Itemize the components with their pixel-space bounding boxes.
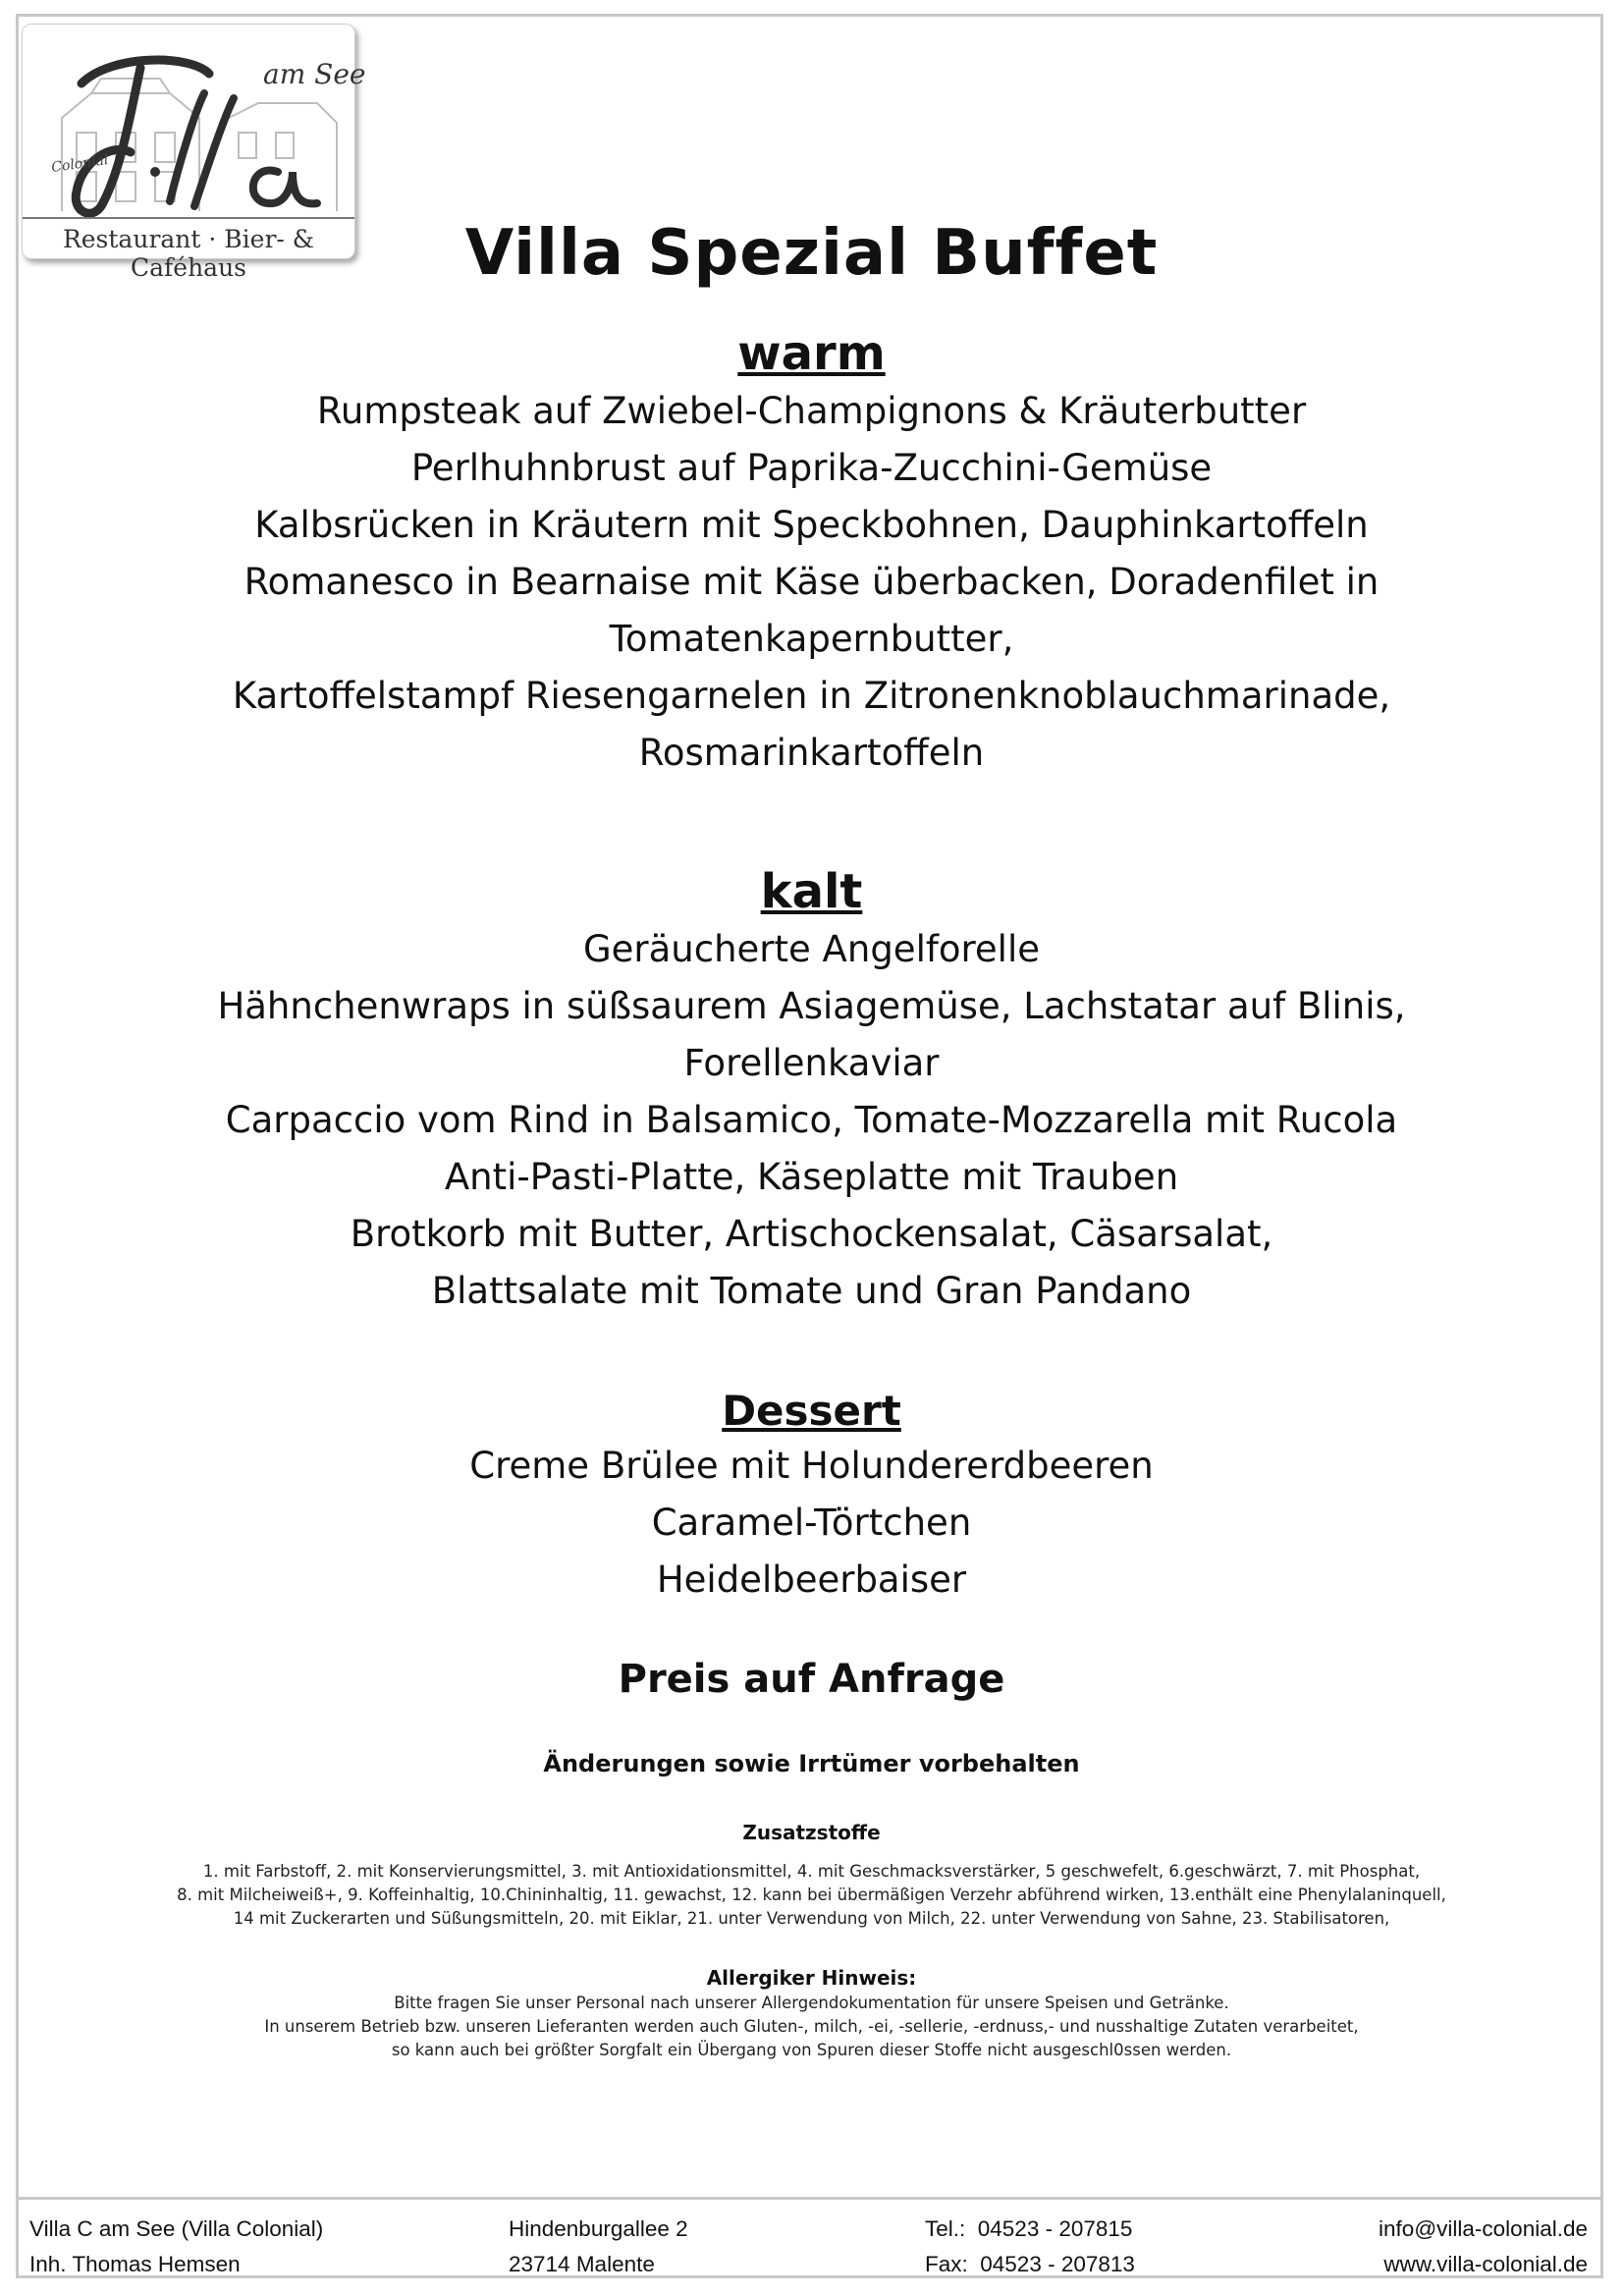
footer-website[interactable]: www.villa-colonial.de <box>1383 2252 1588 2276</box>
footer-city: 23714 Malente <box>509 2252 655 2276</box>
menu-item: Heidelbeerbaiser <box>656 1558 967 1601</box>
footer-company: Villa C am See (Villa Colonial) <box>29 2216 324 2241</box>
additives-line: 8. mit Milcheiweiß+, 9. Koffeinhaltig, 10.Chininhaltig, 11. gewachst, 12. kann bei übermäßigen Verzehr abführend wirken, 13.enthält eine Phenylalaninquell, <box>177 1886 1446 1904</box>
logo-script-small: Colonial <box>50 151 110 176</box>
allergy-line: so kann auch bei größter Sorgfalt ein Übergang von Spuren dieser Stoffe nicht ausgeschl0ssen werden. <box>391 2041 1232 2059</box>
menu-item: Tomatenkapernbutter, <box>609 618 1014 660</box>
menu-item: Brotkorb mit Butter, Artischockensalat, Cäsarsalat, <box>350 1213 1273 1255</box>
footer-divider <box>16 2197 1603 2200</box>
villa-logo-graphic <box>23 25 366 221</box>
additives-line: 14 mit Zuckerarten und Süßungsmitteln, 20. mit Eiklar, 21. unter Verwendung von Milch, 22. unter Verwendung von Sahne, 23. Stabilisatoren, <box>233 1909 1390 1928</box>
logo-suffix: am See <box>263 58 366 90</box>
footer-owner: Inh. Thomas Hemsen <box>29 2252 241 2276</box>
menu-item: Romanesco in Bearnaise mit Käse überbacken, Doradenfilet in <box>243 561 1380 603</box>
additives-block <box>0 1819 1623 1931</box>
additives-line: 1. mit Farbstoff, 2. mit Konservierungsmittel, 3. mit Antioxidationsmittel, 4. mit Geschmacksverstärker, 5 geschwefelt, 6.geschwärzt, 7. mit Phosphat, <box>202 1862 1421 1881</box>
menu-item: Kartoffelstampf Riesengarnelen in Zitronenknoblauchmarinade, <box>232 675 1391 717</box>
page-title: Villa Spezial Buffet <box>464 217 1159 290</box>
menu-item: Blattsalate mit Tomate und Gran Pandano <box>431 1270 1192 1312</box>
allergy-block <box>0 1964 1623 2062</box>
section-heading-dessert: Dessert <box>722 1387 901 1435</box>
disclaimer: Änderungen sowie Irrtümer vorbehalten <box>543 1750 1080 1777</box>
menu-item: Perlhuhnbrust auf Paprika-Zucchini-Gemüse <box>410 447 1213 489</box>
section-heading-kalt: kalt <box>760 864 863 919</box>
allergy-heading: Allergiker Hinweis: <box>706 1966 917 1990</box>
price-note: Preis auf Anfrage <box>618 1657 1005 1702</box>
section-dessert <box>0 1385 1623 1609</box>
logo-tagline: Restaurant · Bier- & Caféhaus <box>23 217 354 282</box>
menu-item: Geräucherte Angelforelle <box>582 928 1040 970</box>
menu-item: Carpaccio vom Rind in Balsamico, Tomate-Mozzarella mit Rucola <box>225 1099 1398 1141</box>
menu-item: Hähnchenwraps in süßsaurem Asiagemüse, Lachstatar auf Blinis, <box>217 985 1406 1027</box>
allergy-line: Bitte fragen Sie unser Personal nach unserer Allergendokumentation für unsere Speisen und Getränke. <box>394 1994 1229 2012</box>
warm-items <box>0 383 1623 782</box>
menu-item: Rosmarinkartoffeln <box>638 732 985 774</box>
menu-item: Caramel-Törtchen <box>651 1502 972 1544</box>
menu-item: Creme Brülee mit Holundererdbeeren <box>469 1445 1154 1487</box>
footer-street: Hindenburgallee 2 <box>509 2216 688 2241</box>
allergy-line: In unserem Betrieb bzw. unseren Lieferanten werden auch Gluten-, milch, -ei, -sellerie, -erdnuss,- und nusshaltige Zutaten verarbeitet, <box>264 2017 1359 2036</box>
additives-heading: Zusatzstoffe <box>742 1821 881 1844</box>
menu-item: Forellenkaviar <box>683 1042 940 1084</box>
menu-item: Rumpsteak auf Zwiebel-Champignons & Kräuterbutter <box>316 390 1307 432</box>
menu-item: Kalbsrücken in Kräutern mit Speckbohnen, Dauphinkartoffeln <box>254 504 1369 546</box>
dessert-items <box>0 1438 1623 1609</box>
section-kalt <box>0 862 1623 1320</box>
footer-email[interactable]: info@villa-colonial.de <box>1379 2216 1588 2241</box>
menu-item: Anti-Pasti-Platte, Käseplatte mit Trauben <box>444 1156 1179 1198</box>
footer-tel: Tel.: 04523 - 207815 <box>925 2216 1133 2241</box>
section-warm <box>0 324 1623 782</box>
kalt-items <box>0 921 1623 1320</box>
footer-fax: Fax: 04523 - 207813 <box>925 2252 1135 2276</box>
section-heading-warm: warm <box>737 326 886 381</box>
